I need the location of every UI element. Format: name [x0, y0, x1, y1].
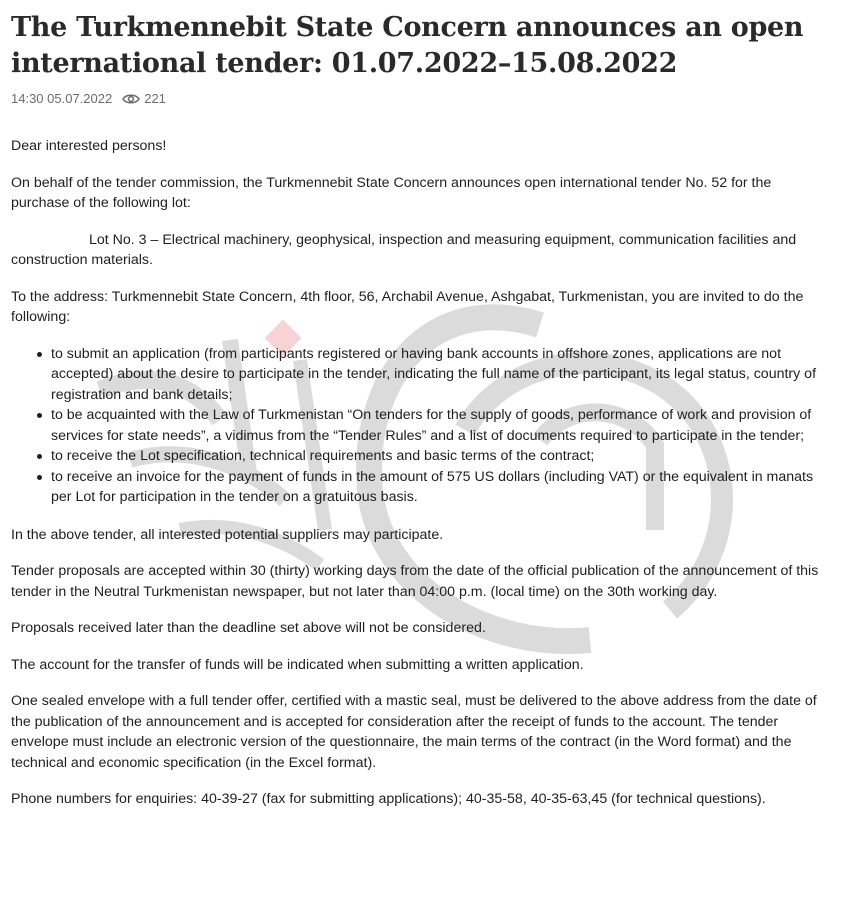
- eye-icon: [122, 93, 140, 105]
- list-item: to receive the Lot specification, technical requirements and basic terms of the contract;: [51, 446, 823, 467]
- intro-paragraph: On behalf of the tender commission, the Turkmennebit State Concern announces open international tender No. 52 for the purchase of the following lot:: [11, 174, 772, 211]
- instructions-list: [11, 344, 823, 508]
- phones-paragraph: Phone numbers for enquiries: 40-39-27 (fax for submitting applications); 40-35-58, 40-35-63,45 (for technical questions).: [11, 791, 766, 807]
- publish-time: 14:30 05.07.2022: [11, 91, 113, 106]
- view-count: 221: [144, 91, 166, 106]
- lot-paragraph: Lot No. 3 – Electrical machinery, geophysical, inspection and measuring equipment, communication facilities and construction materials.: [11, 231, 797, 268]
- proposals-paragraph: Tender proposals are accepted within 30 (thirty) working days from the date of the official publication of the announcement of this tender in the Neutral Turkmenistan newspaper, but not later than 04:00 p.m. (local time) on the 30th working day.: [11, 563, 819, 600]
- account-paragraph: The account for the transfer of funds will be indicated when submitting a written application.: [11, 656, 584, 673]
- article-title: The Turkmennebit State Concern announces an open international tender: 01.07.2022–15.08.2022: [11, 12, 804, 79]
- late-proposals-paragraph: Proposals received later than the deadline set above will not be considered.: [11, 620, 486, 636]
- article: [11, 10, 823, 826]
- view-counter: [122, 90, 166, 108]
- address-paragraph: To the address: Turkmennebit State Concern, 4th floor, 56, Archabil Avenue, Ashgabat, Turkmenistan, you are invited to do the following:: [11, 288, 804, 325]
- article-meta: [11, 90, 823, 108]
- list-item: to receive an invoice for the payment of funds in the amount of 575 US dollars (including VAT) or the equivalent in manats per Lot for participation in the tender on a gratuitous basis.: [51, 467, 823, 508]
- greeting: Dear interested persons!: [11, 138, 167, 154]
- list-item: to submit an application (from participants registered or having bank accounts in offshore zones, applications are not accepted) about the desire to participate in the tender, indicating the full name of the participant, its legal status, country of registration and bank details;: [51, 344, 823, 406]
- list-item: to be acquainted with the Law of Turkmenistan “On tenders for the supply of goods, performance of work and provision of services for state needs”, a vidimus from the “Tender Rules” and a list of documents required to participate in the tender;: [51, 405, 823, 446]
- article-body: [11, 136, 823, 810]
- suppliers-paragraph: In the above tender, all interested potential suppliers may participate.: [11, 526, 444, 543]
- envelope-paragraph: One sealed envelope with a full tender offer, certified with a mastic seal, must be delivered to the above address from the date of the publication of the announcement and is accepted for consideration after the receipt of funds to the account. The tender envelope must include an electronic version of the questionnaire, the main terms of the contract (in the Word format) and the technical and economic specification (in the Excel format).: [11, 693, 817, 771]
